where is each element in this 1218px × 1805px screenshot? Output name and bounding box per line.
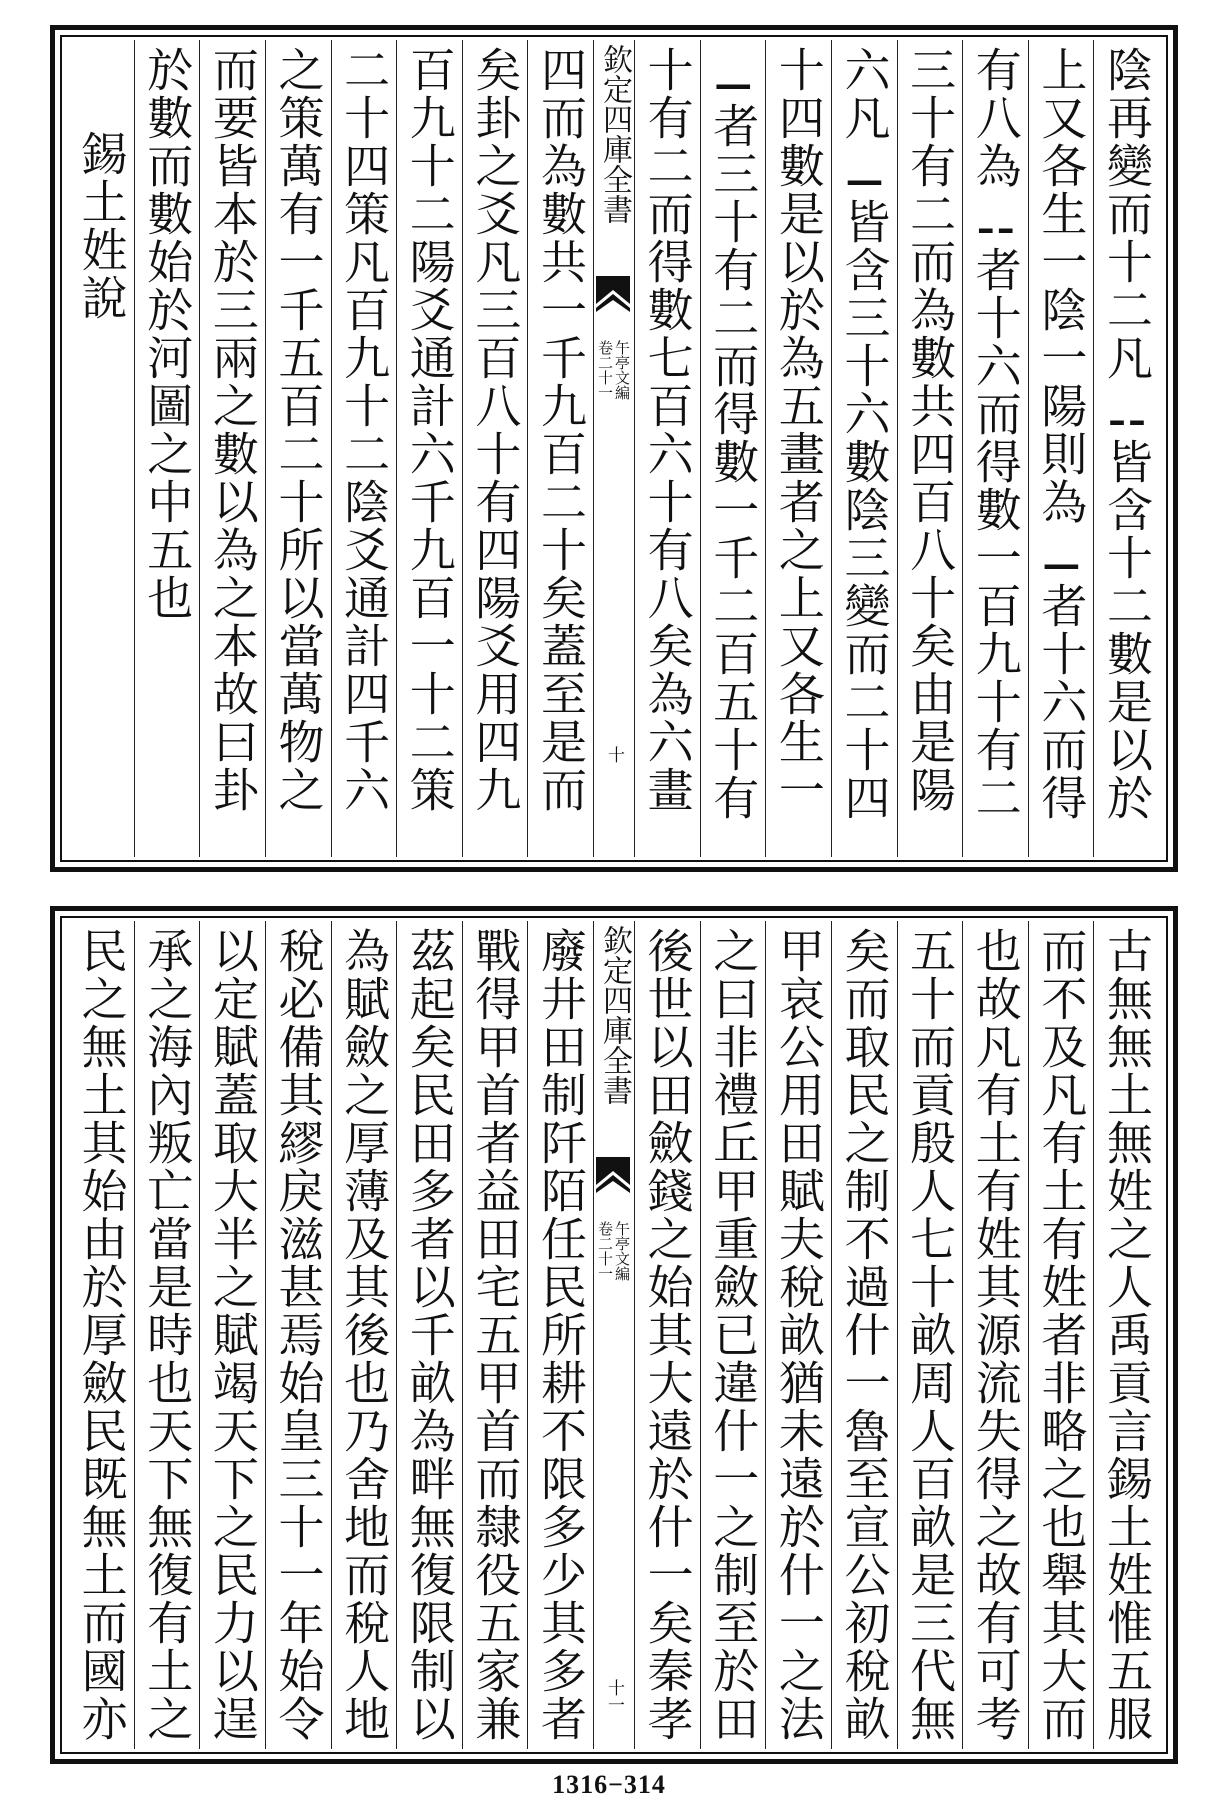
text-column: 為賦斂之厚薄及其後也乃舍地而稅人地: [331, 921, 397, 1749]
banner-volume: 卷二十一: [596, 1221, 614, 1281]
banner-page-number: 十: [604, 746, 624, 763]
top-page-columns: [69, 40, 1159, 857]
text-column: 之曰非禮丘甲重斂已違什一之制至於田: [700, 921, 766, 1749]
text-column: 三十有二而為數共四百八十矣由是陽: [897, 40, 963, 857]
fish-tail-mark-icon: [596, 276, 630, 336]
text-column: 承之海內叛亡當是時也天下無復有土之: [134, 921, 200, 1749]
text-column: 矣而取民之制不過什一魯至宣公初稅畝: [831, 921, 897, 1749]
footer-page-code: 1316−314: [552, 1770, 666, 1799]
banner-title: 欽定四庫全書: [597, 925, 632, 1105]
banner-volume: 卷二十一: [596, 340, 614, 400]
text-column: 十有二而得數七百六十有八矣為六畫: [634, 40, 700, 857]
top-page: [50, 25, 1178, 872]
text-column: 後世以田斂錢之始其大遠於什一矣秦孝: [634, 921, 700, 1749]
text-column: 茲起矣民田多者以千畝為畔無復限制以: [396, 921, 462, 1749]
banner-book: 午亭文編: [613, 340, 631, 400]
page-banner: [593, 921, 634, 1749]
text-column: ⚊者三十有二而得數一千二百五十有: [700, 40, 766, 857]
text-column: 而要皆本於三兩之數以為之本故曰卦: [199, 40, 265, 857]
text-column: 之策萬有一千五百二十所以當萬物之: [265, 40, 331, 857]
text-column: 民之無土其始由於厚斂民既無土而國亦: [74, 927, 129, 1743]
text-column: 稅必備其繆戾滋甚焉始皇三十一年始令: [265, 921, 331, 1749]
text-column: 有八為⚋者十六而得數一百九十有二: [962, 40, 1028, 857]
banner-meta: [596, 340, 630, 400]
text-column: 二十四策凡百九十二陰爻通計四千六: [331, 40, 397, 857]
text-column: 上又各生一陰一陽則為⚊者十六而得: [1028, 40, 1094, 857]
text-column: 古無無土無姓之人禹貢言錫土姓惟五服: [1093, 921, 1159, 1749]
banner-meta: [596, 1221, 630, 1281]
page-banner: [593, 40, 634, 857]
text-column: 以定賦蓋取大半之賦竭天下之民力以逞: [199, 921, 265, 1749]
text-column: 矣卦之爻凡三百八十有四陽爻用四九: [462, 40, 528, 857]
text-column: 十四數是以於為五畫者之上又各生一: [765, 40, 831, 857]
section-title: 錫土姓說: [74, 130, 129, 322]
banner-book: 午亭文編: [613, 1221, 631, 1281]
text-column: 四而為數共一千九百二十矣蓋至是而: [527, 40, 593, 857]
text-column: 而不及凡有土有姓者非略之也舉其大而: [1028, 921, 1094, 1749]
text-column: 戰得甲首者益田宅五甲首而隸役五家兼: [462, 921, 528, 1749]
banner-page-number: 十一: [604, 1679, 624, 1713]
bottom-page: [50, 906, 1178, 1764]
text-column: 甲哀公用田賦夫稅畝猶未遠於什一之法: [765, 921, 831, 1749]
fish-tail-mark-icon: [596, 1157, 630, 1217]
bottom-page-columns: [69, 921, 1159, 1749]
text-column: 陰再變而十二凡⚋皆含十二數是以於: [1093, 40, 1159, 857]
text-column: 六凡⚊皆含三十六數陰三變而二十四: [831, 40, 897, 857]
text-column: 百九十二陽爻通計六千九百一十二策: [396, 40, 462, 857]
text-column: 廢井田制阡陌任民所耕不限多少其多者: [527, 921, 593, 1749]
text-column: 五十而貢殷人七十畝周人百畝是三代無: [897, 921, 963, 1749]
text-column: 也故凡有土有姓其源流失得之故有可考: [962, 921, 1028, 1749]
banner-title: 欽定四庫全書: [597, 44, 632, 224]
text-column: 於數而數始於河圖之中五也: [134, 40, 200, 857]
